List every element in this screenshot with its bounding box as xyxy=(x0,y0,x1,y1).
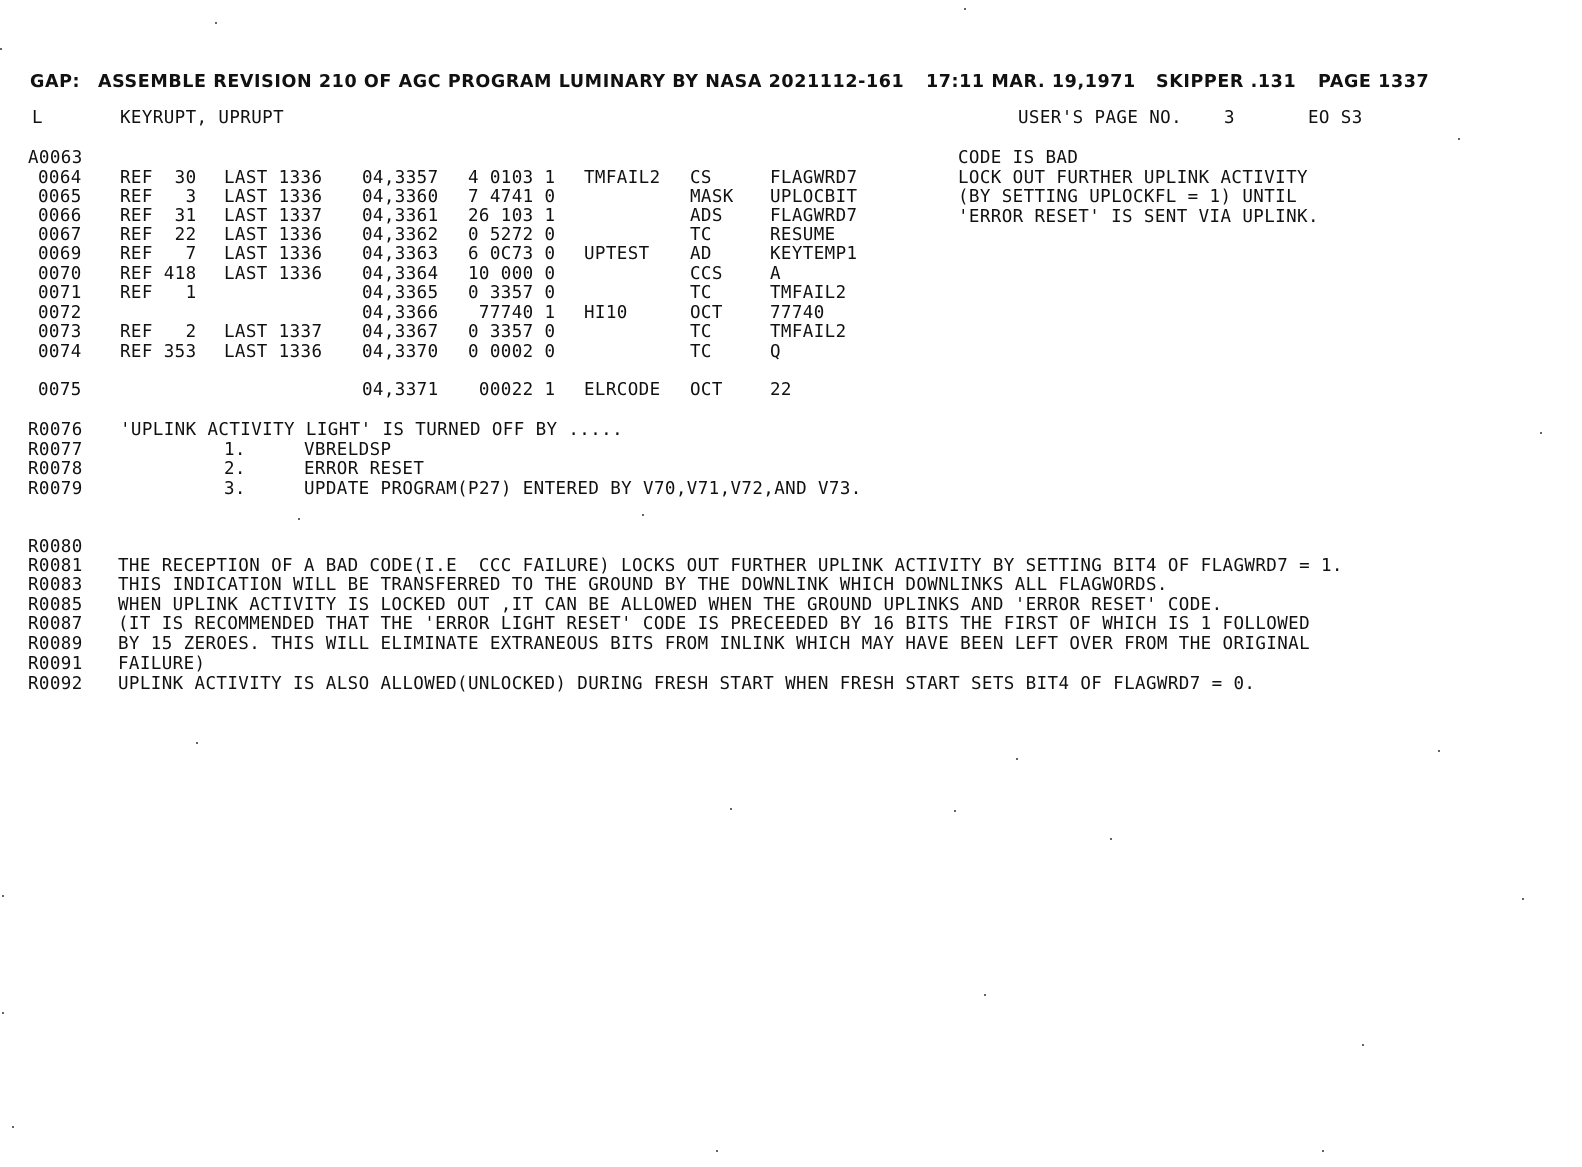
listing-operand: FLAGWRD7 xyxy=(770,168,858,188)
scan-speck xyxy=(1362,1044,1364,1046)
listing-word: 4 0103 1 xyxy=(468,168,556,188)
listing-line-number: 0066 xyxy=(38,206,82,226)
subheader-section: KEYRUPT, UPRUPT xyxy=(120,108,285,128)
scan-speck xyxy=(1540,432,1542,434)
listing-address: 04,3365 xyxy=(362,283,439,303)
listing-ref: REF 353 xyxy=(120,342,197,362)
remark-item-number: 3. xyxy=(224,479,246,499)
remark-text: WHEN UPLINK ACTIVITY IS LOCKED OUT ,IT CAN BE ALLOWED WHEN THE GROUND UPLINKS AND 'ERROR RESET' CODE. xyxy=(118,595,1223,615)
subheader-mark: L xyxy=(32,108,43,128)
listing-word: 77740 1 xyxy=(468,303,556,323)
listing-last: LAST 1336 xyxy=(224,342,323,362)
scan-speck xyxy=(2,895,4,897)
listing-line-number: 0071 xyxy=(38,283,82,303)
listing-address: 04,3371 xyxy=(362,380,439,400)
listing-address: 04,3370 xyxy=(362,342,439,362)
listing-last: LAST 1337 xyxy=(224,322,323,342)
remark-line-number: R0091 xyxy=(28,654,83,674)
listing-last: LAST 1336 xyxy=(224,244,323,264)
listing-last: LAST 1336 xyxy=(224,225,323,245)
scan-speck xyxy=(1016,758,1018,760)
listing-ref: REF 31 xyxy=(120,206,197,226)
listing-opcode: AD xyxy=(690,244,712,264)
side-comment-line: CODE IS BAD xyxy=(958,148,1079,168)
listing-ref: REF 3 xyxy=(120,187,197,207)
listing-ref: REF 22 xyxy=(120,225,197,245)
scan-speck xyxy=(730,808,732,810)
scan-speck xyxy=(215,22,217,24)
remark-item-number: 1. xyxy=(224,440,246,460)
scan-speck xyxy=(1110,838,1112,840)
listing-label: TMFAIL2 xyxy=(584,168,661,188)
listing-word: 0 3357 0 xyxy=(468,322,556,342)
remark-line-number: R0080 xyxy=(28,537,83,557)
side-comment-line: (BY SETTING UPLOCKFL = 1) UNTIL xyxy=(958,187,1298,207)
users-page-label: USER'S PAGE NO. xyxy=(1018,108,1183,128)
listing-opcode: ADS xyxy=(690,206,723,226)
scan-speck xyxy=(0,48,2,50)
users-page-number: 3 xyxy=(1224,108,1235,128)
listing-last: LAST 1336 xyxy=(224,187,323,207)
listing-word: 26 103 1 xyxy=(468,206,556,226)
listing-ref: REF 30 xyxy=(120,168,197,188)
listing-opcode: TC xyxy=(690,283,712,303)
listing-label: HI10 xyxy=(584,303,628,323)
listing-operand: Q xyxy=(770,342,781,362)
listing-address: 04,3360 xyxy=(362,187,439,207)
scan-speck xyxy=(12,1126,14,1128)
header-page-number: PAGE 1337 xyxy=(1318,72,1430,92)
header-timestamp: 17:11 MAR. 19,1971 xyxy=(926,72,1136,92)
listing-line-number: 0065 xyxy=(38,187,82,207)
remark-line-number: R0081 xyxy=(28,556,83,576)
remark-text: FAILURE) xyxy=(118,654,206,674)
listing-operand: UPLOCBIT xyxy=(770,187,858,207)
listing-operand: TMFAIL2 xyxy=(770,322,847,342)
listing-last: LAST 1336 xyxy=(224,264,323,284)
scan-speck xyxy=(1322,1150,1324,1152)
listing-address: 04,3366 xyxy=(362,303,439,323)
listing-word: 0 0002 0 xyxy=(468,342,556,362)
scan-speck xyxy=(954,810,956,812)
header-gap-label: GAP: xyxy=(30,72,81,92)
remark-line-number: R0089 xyxy=(28,634,83,654)
scan-speck xyxy=(196,742,198,744)
remark-text: UPLINK ACTIVITY IS ALSO ALLOWED(UNLOCKED) DURING FRESH START WHEN FRESH START SETS BIT4 OF FLAGWRD7 = 0. xyxy=(118,674,1256,694)
remark-line-number: R0083 xyxy=(28,575,83,595)
remark-line-number: R0079 xyxy=(28,479,83,499)
listing-line-number: 0070 xyxy=(38,264,82,284)
listing-address: 04,3363 xyxy=(362,244,439,264)
listing-opcode: CS xyxy=(690,168,712,188)
listing-label: UPTEST xyxy=(584,244,650,264)
listing-operand: KEYTEMP1 xyxy=(770,244,858,264)
listing-address: 04,3364 xyxy=(362,264,439,284)
listing-line-number: 0075 xyxy=(38,380,82,400)
listing-opcode: TC xyxy=(690,225,712,245)
listing-line-number: 0064 xyxy=(38,168,82,188)
scan-speck xyxy=(716,1150,718,1152)
listing-word: 0 3357 0 xyxy=(468,283,556,303)
listing-opcode: TC xyxy=(690,322,712,342)
listing-opcode: OCT xyxy=(690,380,723,400)
remark-line-number: R0087 xyxy=(28,614,83,634)
remark-text: THE RECEPTION OF A BAD CODE(I.E CCC FAILURE) LOCKS OUT FURTHER UPLINK ACTIVITY BY SETTING BIT4 OF FLAGWRD7 = 1. xyxy=(118,556,1343,576)
scan-speck xyxy=(1522,898,1524,900)
scan-speck xyxy=(984,994,986,996)
side-comment-line: LOCK OUT FURTHER UPLINK ACTIVITY xyxy=(958,167,1308,188)
remark-text: BY 15 ZEROES. THIS WILL ELIMINATE EXTRANEOUS BITS FROM INLINK WHICH MAY HAVE BEEN LEFT OVER FROM THE ORIGINAL xyxy=(118,634,1311,654)
scan-speck xyxy=(964,8,966,10)
remark-line-number: R0077 xyxy=(28,440,83,460)
listing-word: 00022 1 xyxy=(468,380,556,400)
eo-code: EO S3 xyxy=(1308,108,1363,128)
listing-opcode: TC xyxy=(690,342,712,362)
scan-speck xyxy=(2,1012,4,1014)
listing-word: 6 0C73 0 xyxy=(468,244,556,264)
listing-ref: REF 418 xyxy=(120,264,197,284)
header-title: ASSEMBLE REVISION 210 OF AGC PROGRAM LUMINARY BY NASA 2021112-161 xyxy=(98,72,905,92)
listing-ref: REF 2 xyxy=(120,322,197,342)
listing-last: LAST 1336 xyxy=(224,168,323,188)
listing-address: 04,3357 xyxy=(362,168,439,188)
remark-text: (IT IS RECOMMENDED THAT THE 'ERROR LIGHT RESET' CODE IS PRECEEDED BY 16 BITS THE FIRST OF WHICH IS 1 FOLLOWED xyxy=(118,614,1311,634)
listing-operand: 77740 xyxy=(770,303,825,323)
remark-text: THIS INDICATION WILL BE TRANSFERRED TO THE GROUND BY THE DOWNLINK WHICH DOWNLINKS ALL FLAGWORDS. xyxy=(118,575,1168,595)
listing-word: 0 5272 0 xyxy=(468,225,556,245)
listing-address: 04,3367 xyxy=(362,322,439,342)
scan-speck xyxy=(298,518,300,520)
listing-operand: 22 xyxy=(770,380,792,400)
scan-speck xyxy=(1438,750,1440,752)
listing-opcode: CCS xyxy=(690,264,723,284)
listing-ref: REF 1 xyxy=(120,283,197,303)
listing-label: ELRCODE xyxy=(584,380,661,400)
listing-word: 7 4741 0 xyxy=(468,187,556,207)
side-comment-line: 'ERROR RESET' IS SENT VIA UPLINK. xyxy=(958,206,1319,227)
listing-line-number: 0067 xyxy=(38,225,82,245)
listing-last: LAST 1337 xyxy=(224,206,323,226)
remark-text: UPDATE PROGRAM(P27) ENTERED BY V70,V71,V72,AND V73. xyxy=(304,479,862,499)
scan-speck xyxy=(1458,138,1460,140)
listing-operand: TMFAIL2 xyxy=(770,283,847,303)
remark-line-number: R0078 xyxy=(28,459,83,479)
listing-operand: A xyxy=(770,264,781,284)
listing-line-number: 0074 xyxy=(38,342,82,362)
remark-text: 'UPLINK ACTIVITY LIGHT' IS TURNED OFF BY ..... xyxy=(120,420,624,440)
listing-operand: RESUME xyxy=(770,225,836,245)
remark-line-number: R0076 xyxy=(28,420,83,440)
remark-item-number: 2. xyxy=(224,459,246,479)
header-operator: SKIPPER .131 xyxy=(1156,72,1297,92)
listing-line-number: A0063 xyxy=(28,148,83,168)
listing-line-number: 0072 xyxy=(38,303,82,323)
scan-speck xyxy=(642,514,644,516)
listing-opcode: OCT xyxy=(690,303,723,323)
remark-line-number: R0092 xyxy=(28,674,83,694)
listing-operand: FLAGWRD7 xyxy=(770,206,858,226)
listing-address: 04,3361 xyxy=(362,206,439,226)
listing-line-number: 0073 xyxy=(38,322,82,342)
remark-text: VBRELDSP xyxy=(304,440,392,460)
listing-opcode: MASK xyxy=(690,187,734,207)
remark-line-number: R0085 xyxy=(28,595,83,615)
listing-line-number: 0069 xyxy=(38,244,82,264)
remark-text: ERROR RESET xyxy=(304,459,425,479)
listing-word: 10 000 0 xyxy=(468,264,556,284)
listing-ref: REF 7 xyxy=(120,244,197,264)
listing-address: 04,3362 xyxy=(362,225,439,245)
